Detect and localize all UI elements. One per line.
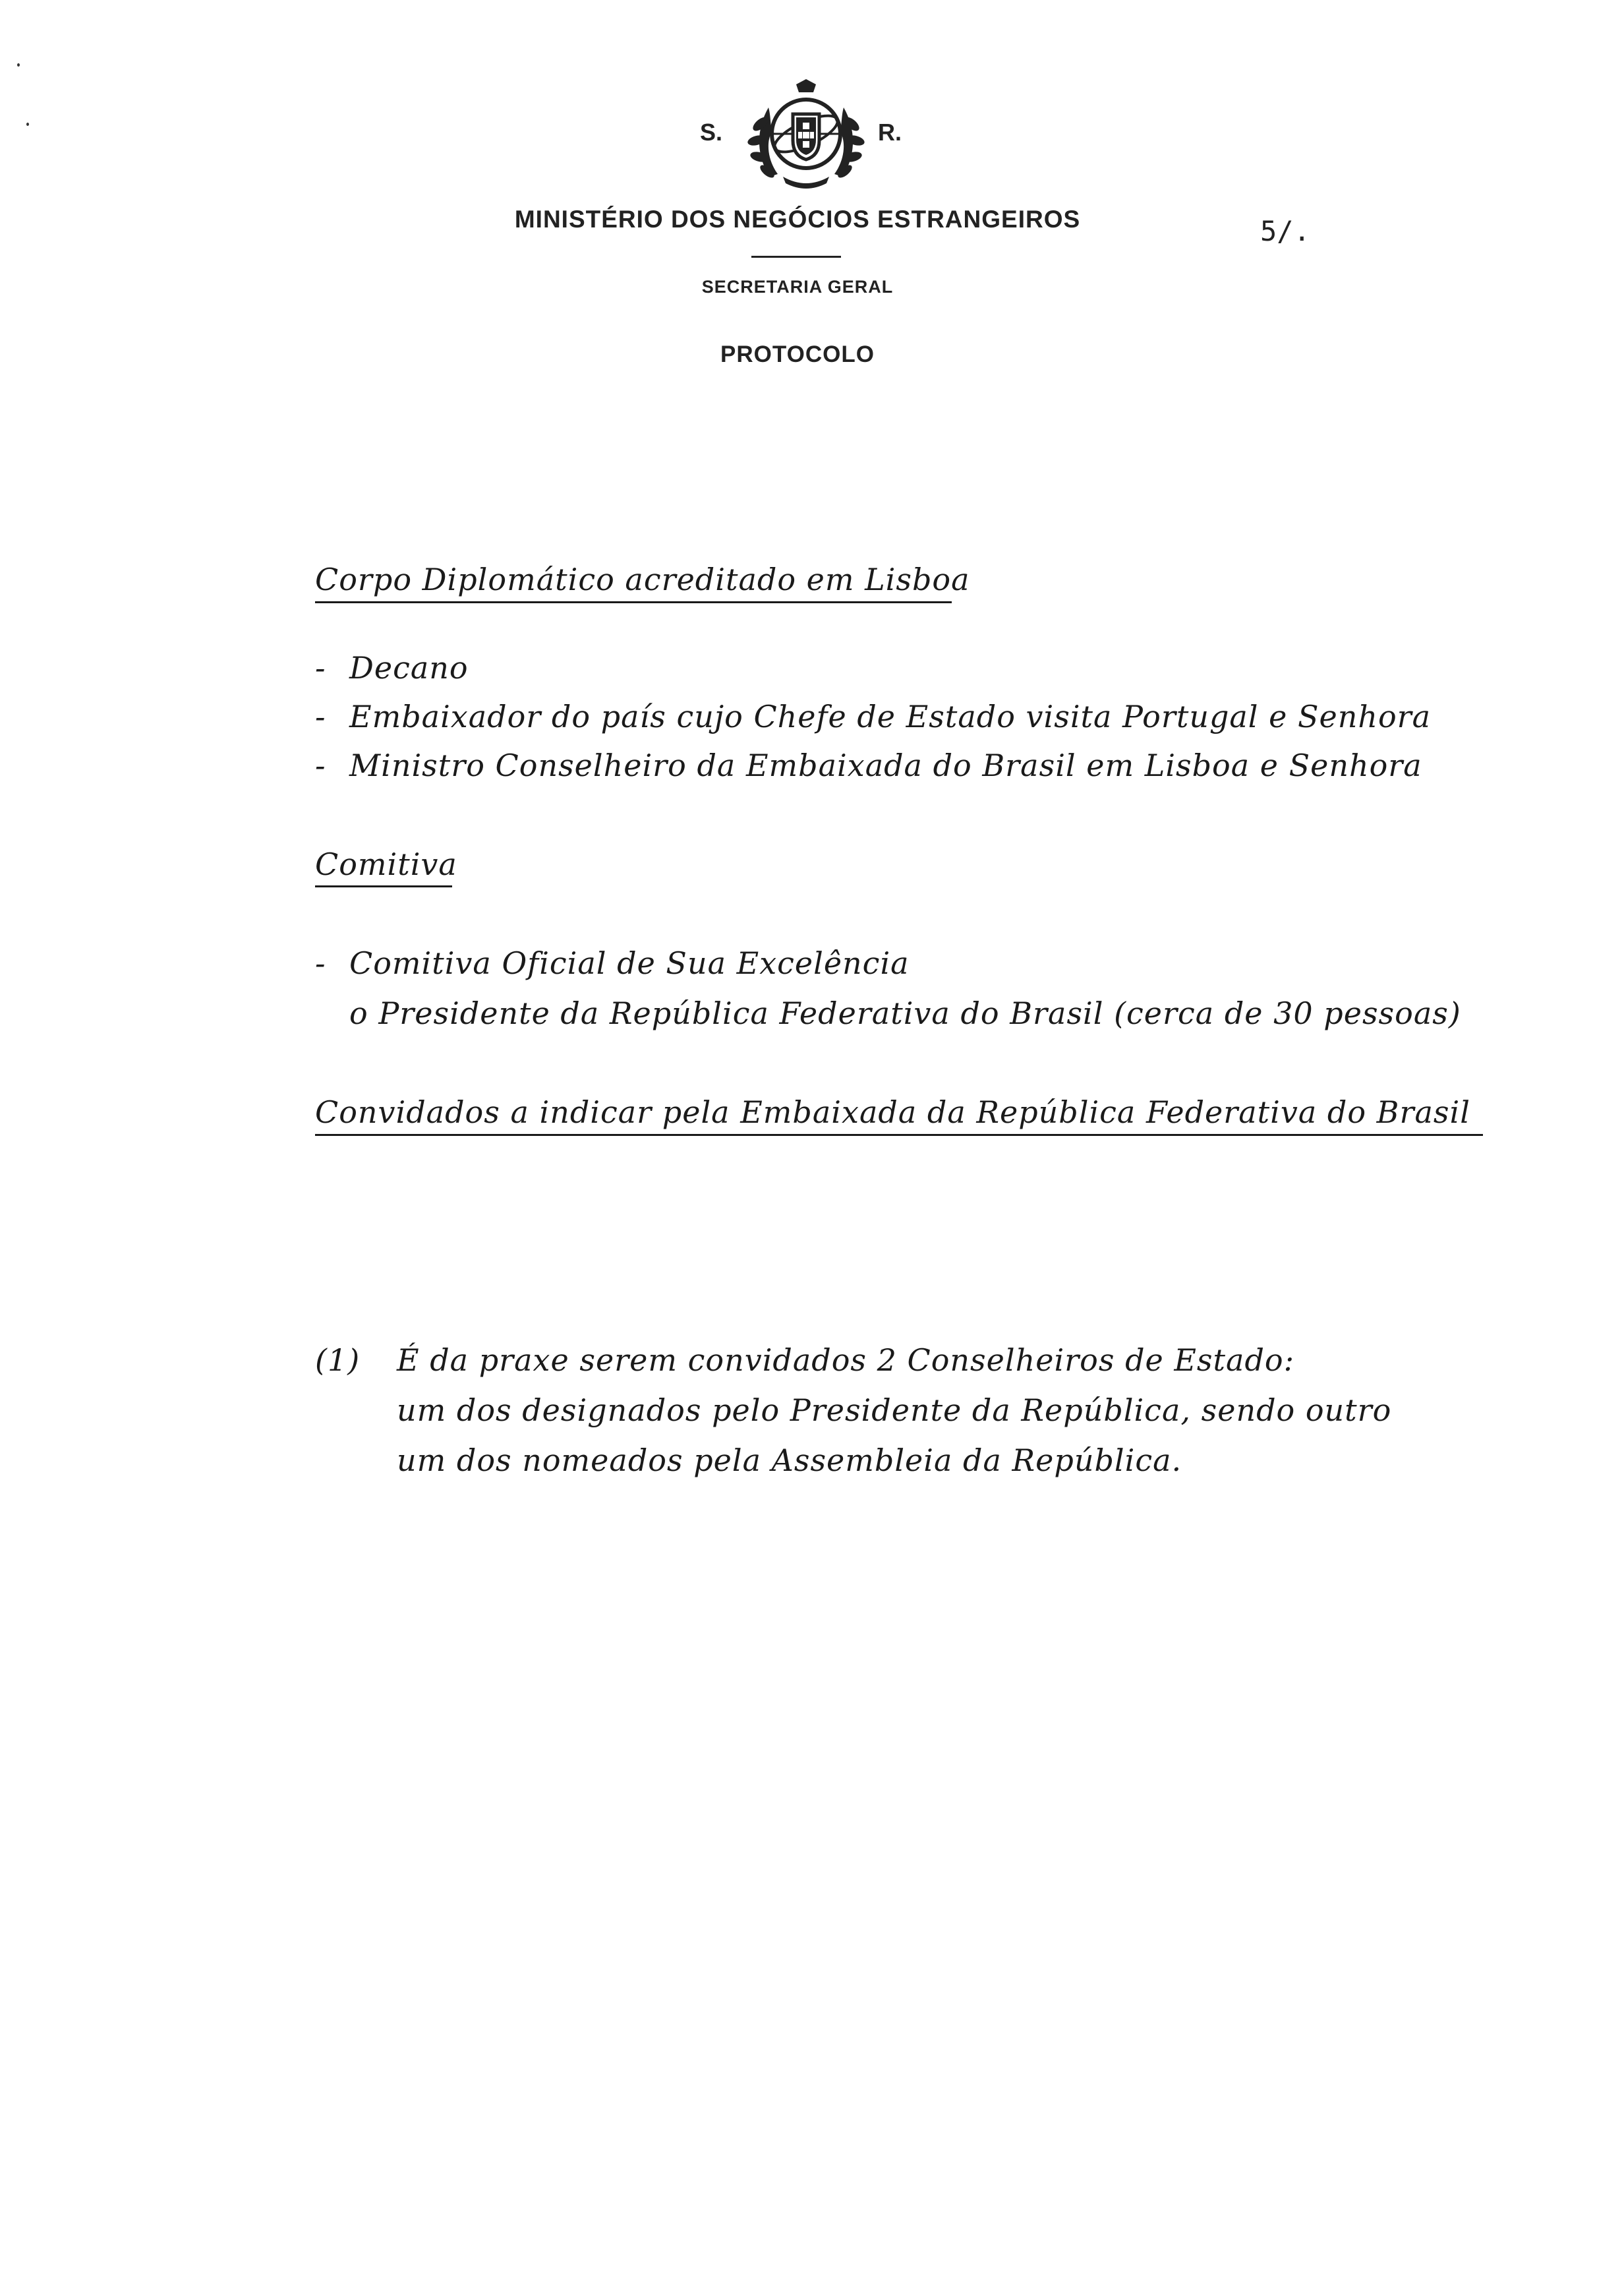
footnote-line: É da praxe serem convidados 2 Conselheiros de Estado:: [397, 1342, 1295, 1378]
heading-underline: [315, 601, 952, 603]
footnote-line: um dos nomeados pela Assembleia da República.: [397, 1442, 1182, 1478]
coat-of-arms-icon: [743, 78, 869, 190]
list-dash: -: [315, 945, 326, 981]
list-item-text: Ministro Conselheiro da Embaixada do Brasil em Lisboa e Senhora: [349, 748, 1422, 783]
list-item-continuation: o Presidente da República Federativa do Brasil (cerca de 30 pessoas): [349, 996, 1461, 1031]
section-heading-convidados: Convidados a indicar pela Embaixada da República Federativa do Brasil: [315, 1094, 1470, 1130]
list-item: [315, 650, 469, 686]
letterhead-divider: [751, 256, 841, 258]
heading-underline: [315, 1134, 1483, 1136]
section-heading-comitiva: Comitiva: [315, 847, 457, 882]
list-item-text: Comitiva Oficial de Sua Excelência: [349, 945, 910, 981]
ministry-name: MINISTÉRIO DOS NEGÓCIOS ESTRANGEIROS: [514, 206, 1081, 233]
list-dash: -: [315, 699, 326, 734]
page-number: 5/.: [1260, 215, 1310, 247]
office-name: PROTOCOLO: [720, 342, 875, 367]
list-item: [315, 945, 910, 981]
footnote-marker: (1): [315, 1342, 361, 1378]
department-name: SECRETARIA GERAL: [701, 277, 894, 297]
list-item-text: Decano: [349, 650, 469, 686]
list-dash: -: [315, 650, 326, 686]
heading-underline: [315, 885, 452, 887]
letterhead-left-letter: S.: [700, 119, 723, 146]
list-item: [315, 699, 1431, 734]
list-item: [315, 748, 1422, 783]
letterhead-emblem-row: [685, 78, 949, 190]
footnote-line: um dos designados pelo Presidente da República, sendo outro: [397, 1392, 1392, 1428]
list-item-text: Embaixador do país cujo Chefe de Estado visita Portugal e Senhora: [349, 699, 1432, 734]
list-dash: -: [315, 748, 326, 783]
scan-speck: [26, 123, 29, 126]
letterhead-right-letter: R.: [878, 119, 902, 146]
scan-speck: [17, 63, 20, 67]
section-heading-corpo-diplomatico: Corpo Diplomático acreditado em Lisboa: [315, 562, 970, 597]
